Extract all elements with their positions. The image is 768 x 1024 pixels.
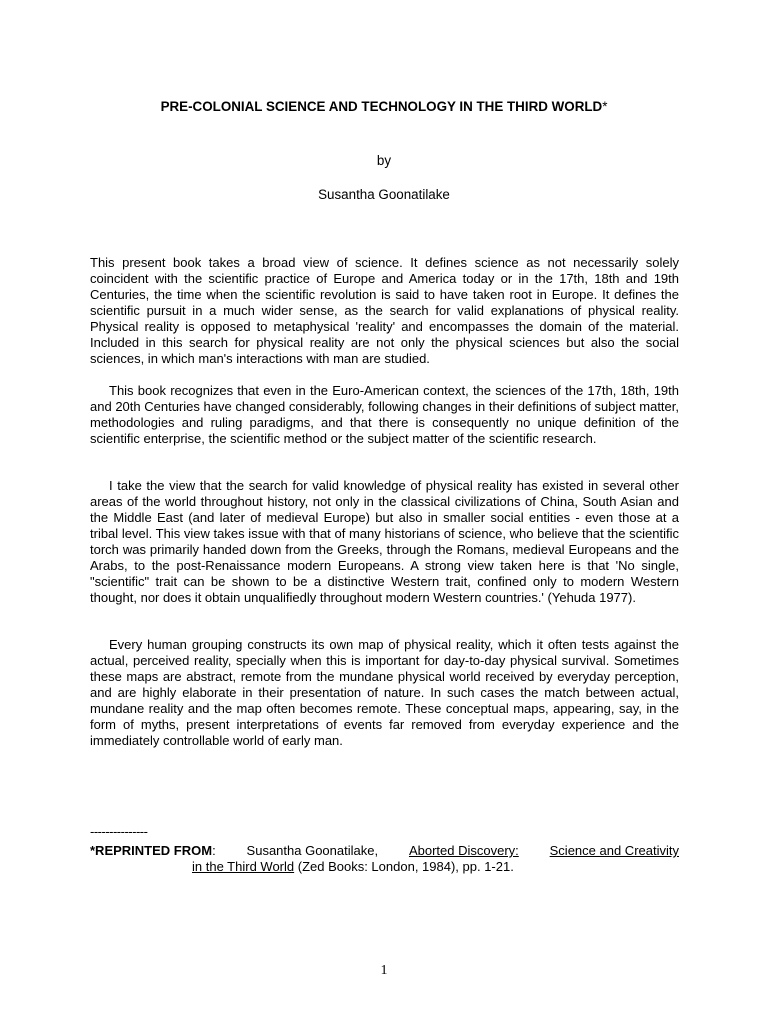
document-title xyxy=(0,99,768,115)
footnote-book-title-part: in the Third World xyxy=(192,859,295,874)
footnote-label: *REPRINTED FROM xyxy=(90,843,213,858)
paragraph: I take the view that the search for valid knowledge of physical reality has existed in several other areas of the world throughout history, not only in the classical civilizations of China, South Asian and the Middle East (and later of medieval Europe) but also in smaller social entities - even those at a tribal level. This view takes issue with that of many historians of science, who believe that the scientific torch was primarily handed down from the Greeks, through the Romans, medieval Europeans and the Arabs, to the post-Renaissance modern Europeans. A strong view taken here is that 'No single, "scientific" trait can be shown to be a distinctive Western trait, confined only to modern Western thought, nor does it obtain unqualifiedly throughout modern Western countries.' (Yehuda 1977). xyxy=(90,478,679,605)
footnote-author: Susantha Goonatilake, xyxy=(246,843,379,858)
paragraph: Every human grouping constructs its own map of physical reality, which it often tests against the actual, perceived reality, specially when this is important for day-to-day physical survival. Sometimes these maps are abstract, remote from the mundane physical world received by everyday perception, and are highly elaborate in their presentation of nature. In such cases the match between actual, mundane reality and the map often becomes remote. These conceptual maps, appearing, say, in the form of myths, present interpretations of events far removed from everyday experience and the immediately controllable world of early man. xyxy=(90,637,679,748)
byline: by xyxy=(376,153,392,168)
footnote-line xyxy=(90,859,679,875)
footnote-colon: : xyxy=(212,843,216,858)
paragraph: This present book takes a broad view of science. It defines science as not necessarily solely coincident with the scientific practice of Europe and America today or in the 17th, 18th and 19th Centuries, the time when the scientific revolution is said to have taken root in Europe. It defines the scientific pursuit in a much wider sense, as the search for valid explanations of physical reality. Physical reality is opposed to metaphysical 'reality' and encompasses the domain of the material. Included in this search for physical reality are not only the physical sciences but also the social sciences, in which man's interactions with man are studied. xyxy=(90,255,679,366)
author-name: Susantha Goonatilake xyxy=(318,187,450,202)
footnote-publication: (Zed Books: London, 1984), pp. 1-21. xyxy=(294,859,514,874)
footnote-line xyxy=(90,843,679,859)
footnote xyxy=(90,843,679,875)
title-text: PRE-COLONIAL SCIENCE AND TECHNOLOGY IN THE THIRD WORLD xyxy=(160,99,603,114)
page-number: 1 xyxy=(380,963,388,978)
paragraph: This book recognizes that even in the Euro-American context, the sciences of the 17th, 18th, 19th and 20th Centuries have changed considerably, following changes in their definitions of subject matter, methodologies and ruling paradigms, and that there is consequently no unique definition of the scientific enterprise, the scientific method or the subject matter of the scientific research. xyxy=(90,383,679,446)
footnote-label-group xyxy=(90,843,216,859)
footnote-book-title-part: Science and Creativity xyxy=(549,843,679,858)
footnote-marker: * xyxy=(602,99,608,114)
footnote-separator: --------------- xyxy=(90,824,148,839)
footnote-book-title-part: Aborted Discovery: xyxy=(408,843,519,858)
